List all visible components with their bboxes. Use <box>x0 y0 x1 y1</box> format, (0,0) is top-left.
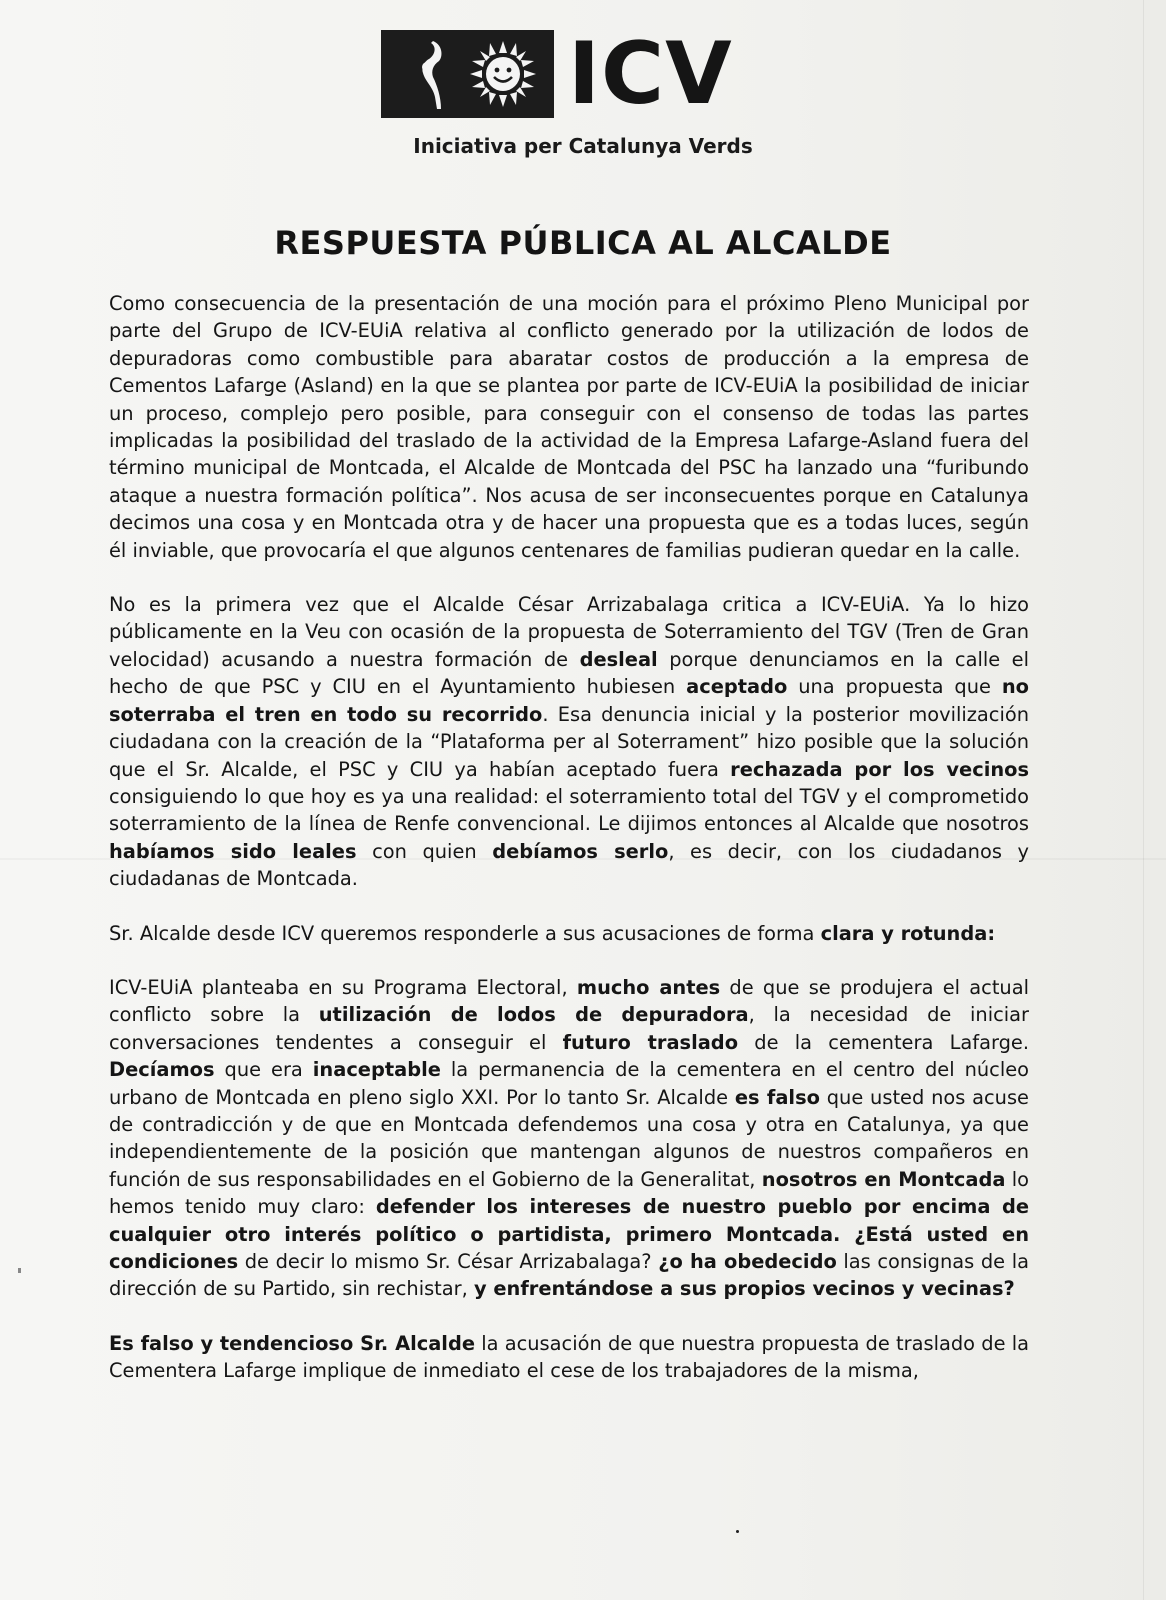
figure-icon <box>397 37 453 111</box>
bold-text: utilización de lodos de depuradora <box>318 1003 749 1027</box>
paragraph <box>109 290 1029 564</box>
text-run: . Esa denuncia inicial y la posterior movilización ciudadana con la creación de la “Plataforma per al Soterrament” hizo posible que la solución que el Sr. Alcalde, el PSC y CIU ya habían aceptado fuera <box>109 702 1029 781</box>
letter-body <box>109 290 1029 1412</box>
icv-logo <box>381 24 733 124</box>
bold-text: Decíamos <box>109 1058 215 1082</box>
bold-text: clara y rotunda: <box>820 921 996 945</box>
paragraph <box>109 1330 1029 1385</box>
bold-text: rechazada por los vecinos <box>730 757 1030 781</box>
text-run: lo hemos tenido muy claro: <box>109 1167 1029 1219</box>
text-run: la permanencia de la cementera en el centro del núcleo urbano de Montcada en pleno siglo XXI. Por lo tanto Sr. Alcalde <box>109 1058 1029 1109</box>
sun-icon <box>468 39 538 109</box>
logo-text: ICV <box>568 24 733 124</box>
bold-text: no soterraba el tren en todo su recorrido <box>109 675 1029 726</box>
text-run: la acusación de que nuestra propuesta de traslado de la Cementera Lafarge implique de inmediato el cese de los trabajadores de la misma, <box>109 1331 1030 1383</box>
text-run: una propuesta que <box>787 675 1002 699</box>
bold-text: ¿o ha obedecido <box>658 1250 837 1273</box>
page-title: RESPUESTA PÚBLICA AL ALCALDE <box>274 224 892 262</box>
text-run: Como consecuencia de la presentación de una moción para el próximo Pleno Municipal por parte del Grupo de ICV-EUiA relativa al conflicto generado por la utilización de lodos de depuradoras como combustible para abaratar costos de producción a la empresa de Cementos Lafarge (Asland) en la que se plantea por parte de ICV-EUiA la posibilidad de iniciar un proceso, complejo pero posible, para conseguir con el consenso de todas las partes implicadas la posibilidad del traslado de la actividad de la Empresa Lafarge-Asland fuera del término municipal de Montcada, el Alcalde de Montcada del PSC ha lanzado una “furibundo ataque a nuestra formación política”. Nos acusa de ser inconsecuentes porque en Catalunya decimos una cosa y en Montcada otra y de hacer una propuesta que es a todas luces, según él inviable, que provocaría el que algunos centenares de familias pudieran quedar en la calle. <box>109 292 1029 562</box>
text-run: de que se produjera el actual conflicto sobre la <box>109 975 1029 1027</box>
bold-text: habíamos sido leales <box>109 839 357 863</box>
text-run: que usted nos acuse de contradicción y de que en Montcada defendemos una cosa y otra en Catalunya, ya que independientemente de la posición que mantengan algunos de nuestros compañeros en función de sus responsabilidades en el Gobierno de la Generalitat, <box>109 1085 1029 1191</box>
paragraph <box>109 591 1029 892</box>
text-run: con quien <box>356 839 493 863</box>
bold-text: futuro traslado <box>562 1030 739 1054</box>
paragraph <box>109 974 1029 1303</box>
speck <box>736 1530 739 1533</box>
bold-text: nosotros en Montcada <box>761 1167 1006 1191</box>
bold-text: mucho antes <box>576 975 721 999</box>
bold-text: desleal <box>579 647 658 671</box>
bold-text: defender los intereses de nuestro pueblo por encima de cualquier otro interés político o partidista, primero Montcada. ¿Está usted en condiciones <box>109 1195 1029 1273</box>
bold-text: es falso <box>734 1085 820 1109</box>
text-run: porque denunciamos en la calle el hecho de que PSC y CIU en el Ayuntamiento hubiesen <box>109 647 1030 699</box>
text-run: , la necesidad de iniciar conversaciones tendentes a conseguir el <box>109 1003 1029 1054</box>
text-run: Sr. Alcalde desde ICV queremos responderle a sus acusaciones de forma <box>109 921 821 945</box>
text-run: No es la primera vez que el Alcalde César Arrizabalaga critica a ICV-EUiA. Ya lo hizo públicamente en la Veu con ocasión de la propuesta de Soterramiento del TGV (Tren de Gran velocidad) acusando a nuestra formación de <box>109 593 1029 671</box>
bold-text: aceptado <box>686 675 788 699</box>
bold-text: debíamos serlo <box>492 839 669 863</box>
text-run: de la cementera Lafarge. <box>738 1030 1029 1054</box>
bold-text: inaceptable <box>312 1058 441 1082</box>
text-run: , es decir, con los ciudadanos y ciudadanas de Montcada. <box>109 839 1029 891</box>
bold-text: Es falso y tendencioso Sr. Alcalde <box>109 1331 475 1355</box>
organization-tagline: Iniciativa per Catalunya Verds <box>413 134 753 158</box>
text-run: las consignas de la dirección de su Partido, sin rechistar, <box>109 1250 1029 1301</box>
logo-emblem <box>381 30 554 118</box>
text-run: consiguiendo lo que hoy es ya una realidad: el soterramiento total del TGV y el comprometido soterramiento de la línea de Renfe convencional. Le dijimos entonces al Alcalde que nosotros <box>109 784 1029 836</box>
bold-text: y enfrentándose a sus propios vecinos y vecinas? <box>473 1277 1015 1301</box>
text-run: que era <box>214 1058 313 1082</box>
edge-mark <box>18 1268 21 1273</box>
text-run: de decir lo mismo Sr. César Arrizabalaga? <box>238 1250 659 1273</box>
paragraph <box>109 920 1029 947</box>
text-run: ICV-EUiA planteaba en su Programa Electoral, <box>109 975 577 999</box>
